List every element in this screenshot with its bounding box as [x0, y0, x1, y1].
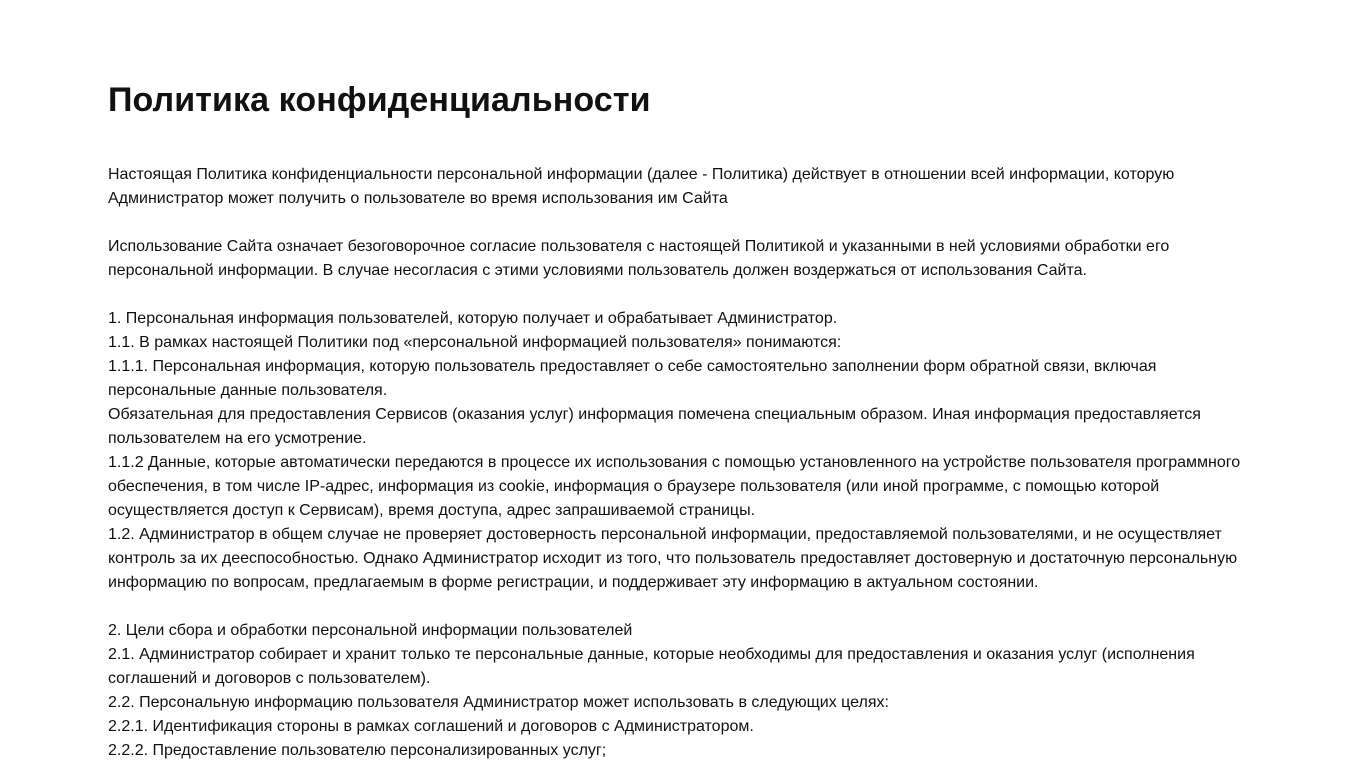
section-purposes [108, 619, 1248, 763]
page-title: Политика конфиденциальности [108, 81, 651, 119]
clause: 1.1.2 Данные, которые автоматически передаются в процессе их использования с помощью установленного на устройстве пользователя программного обеспечения, в том числе IP-адрес, информация из cookie, информация о браузере пользователя (или иной программе, с помощью которой осуществляется доступ к Сервисам), время доступа, адрес запрашиваемой страницы. [108, 454, 1241, 519]
clause: 2.1. Администратор собирает и хранит только те персональные данные, которые необходимы для предоставления и оказания услуг (исполнения соглашений и договоров с пользователем). [108, 646, 1195, 687]
intro-paragraph: Настоящая Политика конфиденциальности персональной информации (далее - Политика) действует в отношении всей информации, которую Администратор может получить о пользователе во время использования им Сайта [108, 166, 1175, 207]
section-heading: 1. Персональная информация пользователей, которую получает и обрабатывает Администратор. [108, 310, 838, 327]
clause: Обязательная для предоставления Сервисов (оказания услуг) информация помечена специальным образом. Иная информация предоставляется пользователем на его усмотрение. [108, 406, 1201, 447]
clause: 1.1. В рамках настоящей Политики под «персональной информацией пользователя» понимаются: [108, 334, 842, 351]
section-personal-information [108, 307, 1248, 595]
document-content [108, 78, 1248, 768]
clause: 2.2. Персональную информацию пользователя Администратор может использовать в следующих целях: [108, 694, 889, 711]
clause: 2.2.1. Идентификация стороны в рамках соглашений и договоров с Администратором. [108, 718, 754, 735]
document-body [108, 163, 1248, 763]
clause: 1.2. Администратор в общем случае не проверяет достоверность персональной информации, предоставляемой пользователями, и не осуществляет контроль за их дееспособностью. Однако Администратор исходит из того, что пользователь предоставляет достоверную и достаточную персональную информацию по вопросам, предлагаемым в форме регистрации, и поддерживает эту информацию в актуальном состоянии. [108, 526, 1238, 591]
intro-paragraph: Использование Сайта означает безоговорочное согласие пользователя с настоящей Политикой и указанными в ней условиями обработки его персональной информации. В случае несогласия с этими условиями пользователь должен воздержаться от использования Сайта. [108, 238, 1170, 279]
section-heading: 2. Цели сбора и обработки персональной информации пользователей [108, 622, 633, 639]
clause: 2.2.2. Предоставление пользователю персонализированных услуг; [108, 742, 607, 759]
clause: 1.1.1. Персональная информация, которую пользователь предоставляет о себе самостоятельно заполнении форм обратной связи, включая персональные данные пользователя. [108, 358, 1157, 399]
